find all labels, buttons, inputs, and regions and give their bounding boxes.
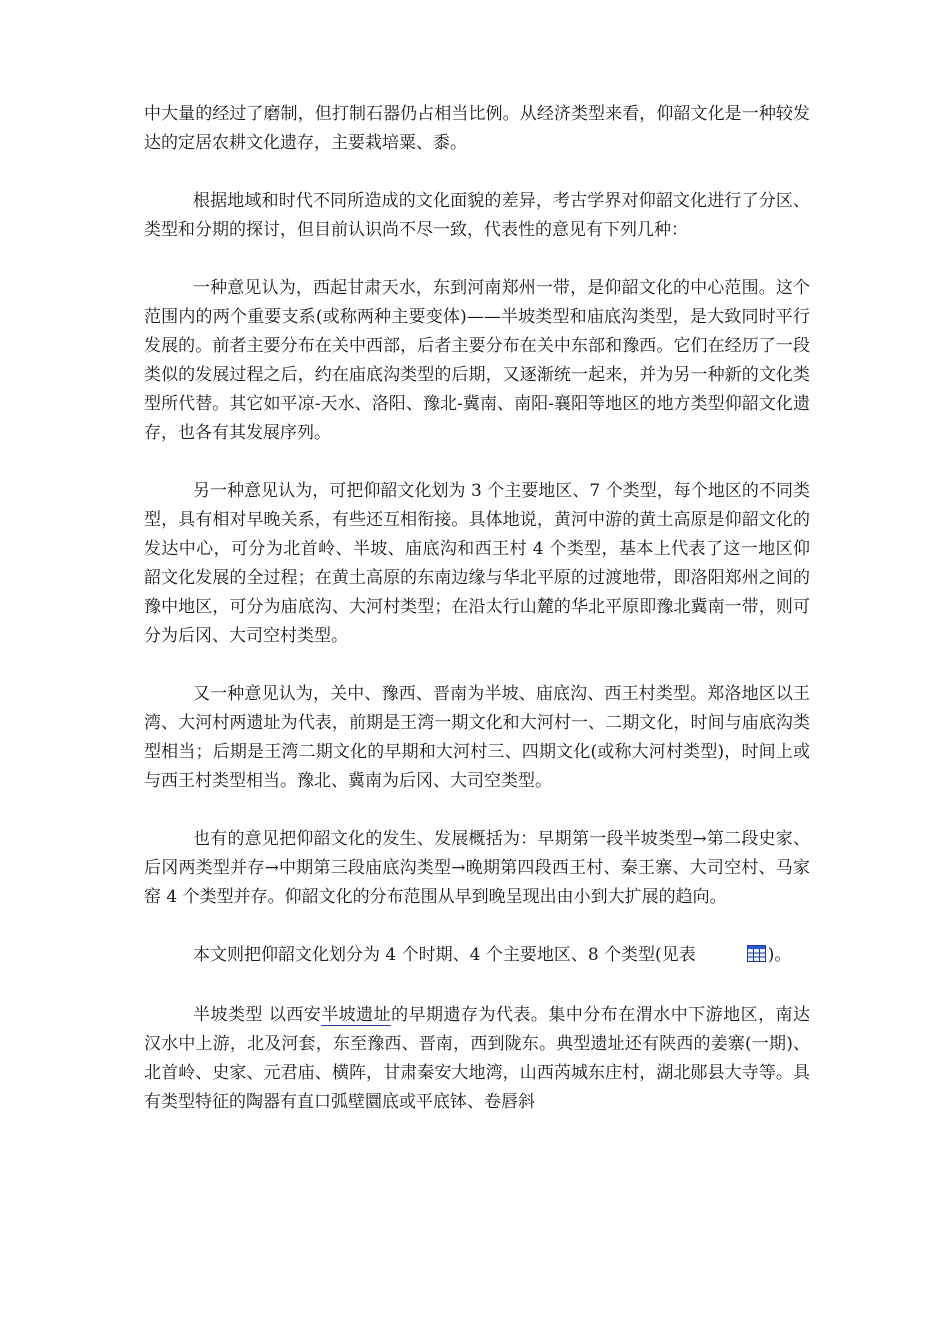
paragraph-6: 也有的意见把仰韶文化的发生、发展概括为：早期第一段半坡类型→第二段史家、后冈两类型并存→中期第三段庙底沟类型→晚期第四段西王村、秦王寨、大司空村、马家窑 4 个类型并存。仰韶文化的分布范围从早到晚呈现出由小到大扩展的趋向。 — [144, 829, 810, 907]
paragraph-2: 根据地域和时代不同所造成的文化面貌的差异，考古学界对仰韶文化进行了分区、类型和分期的探讨，但目前认识尚不尽一致，代表性的意见有下列几种： — [144, 191, 810, 240]
paragraph-7 — [144, 941, 810, 972]
banpo-site-link[interactable]: 半坡遗址 — [321, 1005, 392, 1025]
paragraph-8 — [144, 1001, 810, 1117]
paragraph-1: 中大量的经过了磨制，但打制石器仍占相当比例。从经济类型来看，仰韶文化是一种较发达的定居农耕文化遗存，主要栽培粟、黍。 — [144, 104, 810, 153]
document-page — [144, 100, 810, 1146]
paragraph-4: 另一种意见认为，可把仰韶文化划为 3 个主要地区、7 个类型，每个地区的不同类型，具有相对早晚关系，有些还互相衔接。具体地说，黄河中游的黄土高原是仰韶文化的发达中心，可分为北首岭、半坡、庙底沟和西王村 4 个类型，基本上代表了这一地区仰韶文化发展的全过程；在黄土高原的东南边缘与华北平原的过渡地带，即洛阳郑州之间的豫中地区，可分为庙底沟、大河村类型；在沿太行山麓的华北平原即豫北冀南一带，则可分为后冈、大司空村类型。 — [144, 481, 810, 646]
paragraph-7-text-after: )。 — [767, 945, 792, 965]
paragraph-5: 又一种意见认为，关中、豫西、晋南为半坡、庙底沟、西王村类型。郑洛地区以王湾、大河村两遗址为代表，前期是王湾一期文化和大河村一、二期文化，时间与庙底沟类型相当；后期是王湾二期文化的早期和大河村三、四期文化(或称大河村类型)，时间上或与西王村类型相当。豫北、冀南为后冈、大司空类型。 — [144, 684, 810, 791]
table-icon[interactable] — [698, 943, 766, 972]
paragraph-8-text-before: 半坡类型 以西安 — [193, 1005, 322, 1025]
paragraph-7-text-before: 本文则把仰韶文化划分为 4 个时期、4 个主要地区、8 个类型(见表 — [193, 945, 696, 965]
paragraph-3: 一种意见认为，西起甘肃天水，东到河南郑州一带，是仰韶文化的中心范围。这个范围内的两个重要支系(或称两种主要变体)——半坡类型和庙底沟类型，是大致同时平行发展的。前者主要分布在关中西部，后者主要分布在关中东部和豫西。它们在经历了一段类似的发展过程之后，约在庙底沟类型的后期，又逐渐统一起来，并为另一种新的文化类型所代替。其它如平凉-天水、洛阳、豫北-冀南、南阳-襄阳等地区的地方类型仰韶文化遗存，也各有其发展序列。 — [144, 278, 810, 443]
paragraph-8-text-after: 的早期遗存为代表。集中分布在渭水中下游地区，南达汉水中上游，北及河套，东至豫西、晋南，西到陇东。典型遗址还有陕西的姜寨(一期)、北首岭、史家、元君庙、横阵，甘肃秦安大地湾，山西芮城东庄村，湖北郧县大寺等。具有类型特征的陶器有直口弧壁圜底或平底钵、卷唇斜 — [144, 1005, 811, 1112]
